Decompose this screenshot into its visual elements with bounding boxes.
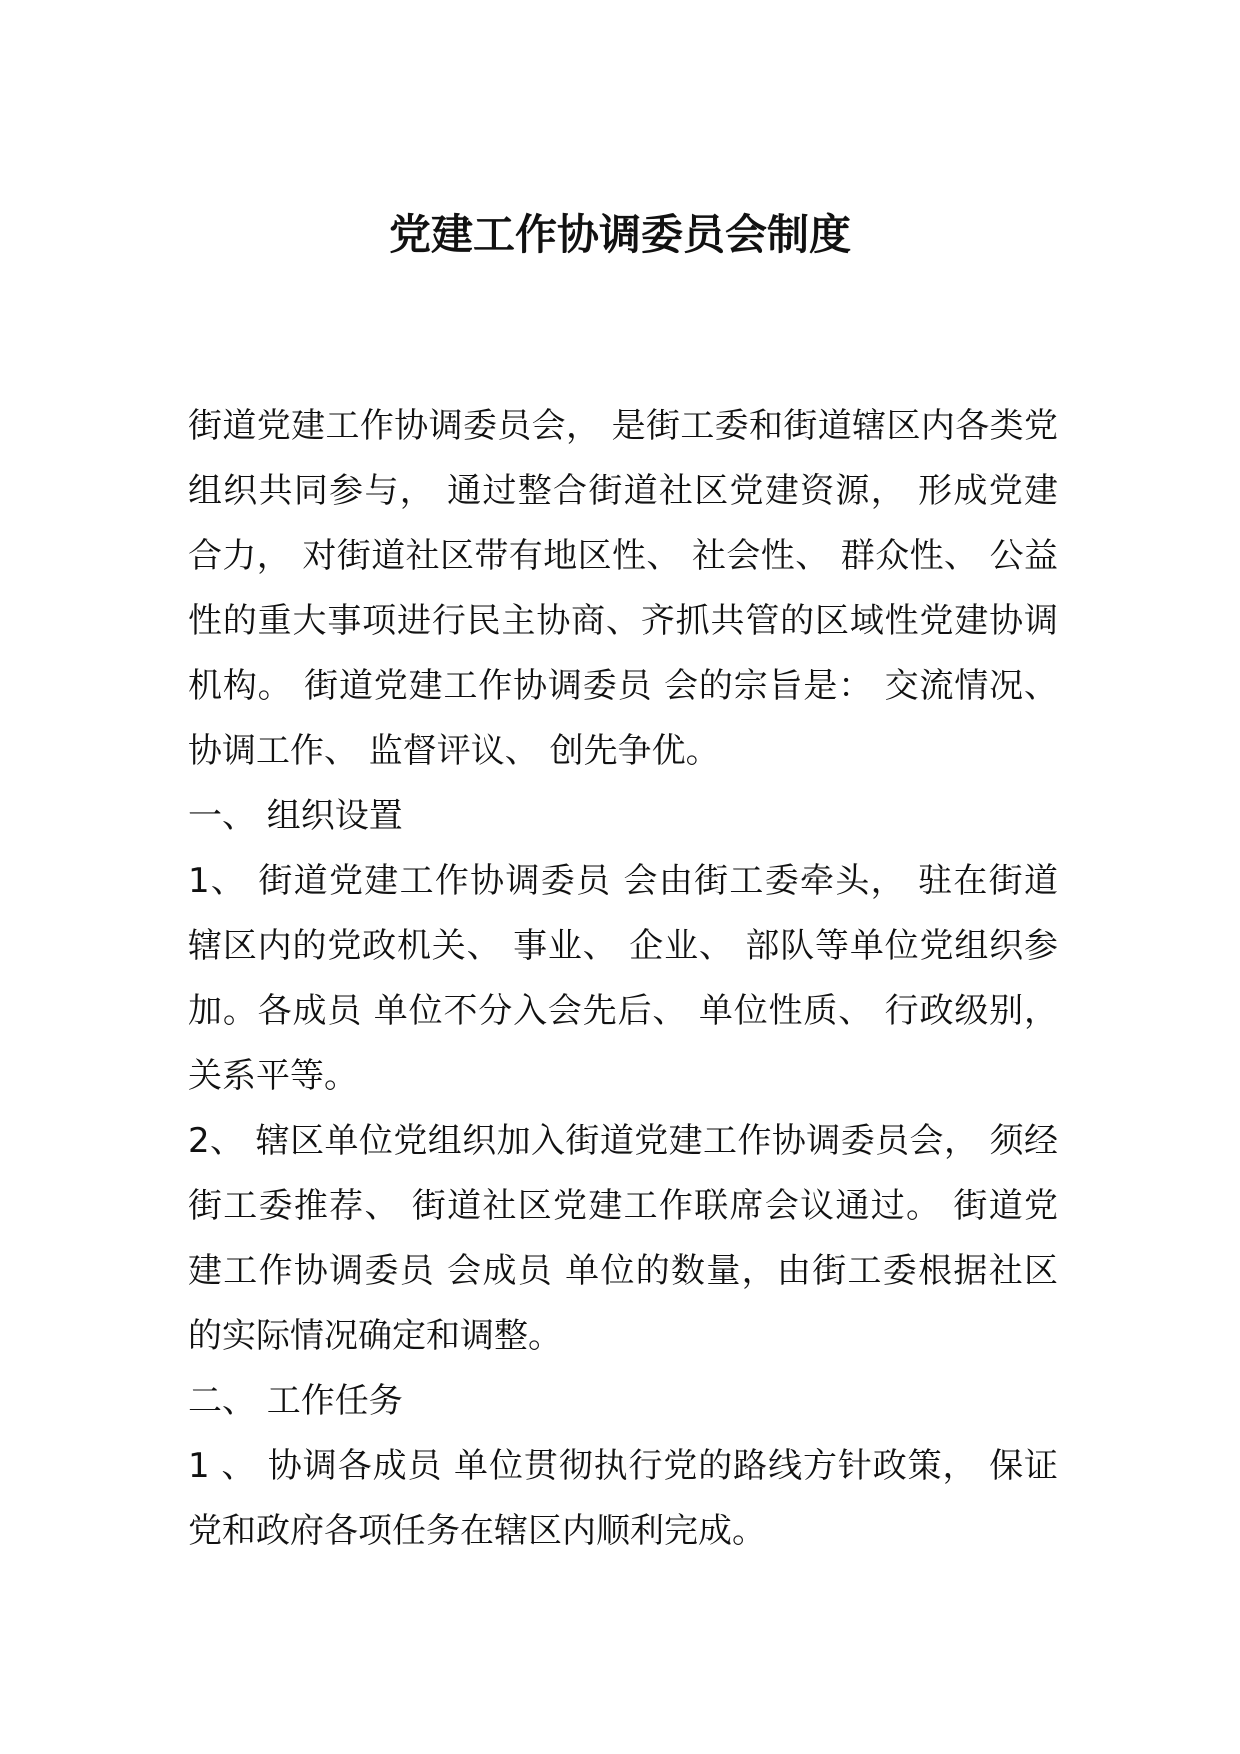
section1-item-2: 2、 辖区单位党组织加入街道党建工作协调委员会， 须经街工委推荐、 街道社区党建工作联席会议通过。 街道党建工作协调委员 会成员 单位的数量，由街工委根据社区的实际情况确定和调整。 xyxy=(188,1121,1058,1356)
section-heading-organization: 一、 组织设置 xyxy=(188,796,403,836)
document-body xyxy=(188,394,1058,1564)
document-title: 党建工作协调委员会制度 xyxy=(388,210,851,259)
section1-item-1: 1、 街道党建工作协调委员 会由街工委牵头， 驻在街道辖区内的党政机关、 事业、 企业、 部队等单位党组织参加。各成员 单位不分入会先后、 单位性质、 行政级别， 关系平等。 xyxy=(188,861,1058,1096)
section2-item-1: 1 、 协调各成员 单位贯彻执行党的路线方针政策， 保证党和政府各项任务在辖区内顺利完成。 xyxy=(188,1446,1058,1551)
section-heading-tasks: 二、 工作任务 xyxy=(188,1381,403,1421)
intro-paragraph: 街道党建工作协调委员会， 是街工委和街道辖区内各类党组织共同参与， 通过整合街道社区党建资源， 形成党建合力， 对街道社区带有地区性、 社会性、 群众性、 公益性的重大事项进行民主协商、齐抓共管的区域性党建协调机构。 街道党建工作协调委员 会的宗旨是： 交流情况、 协调工作、 监督评议、 创先争优。 xyxy=(188,406,1058,771)
